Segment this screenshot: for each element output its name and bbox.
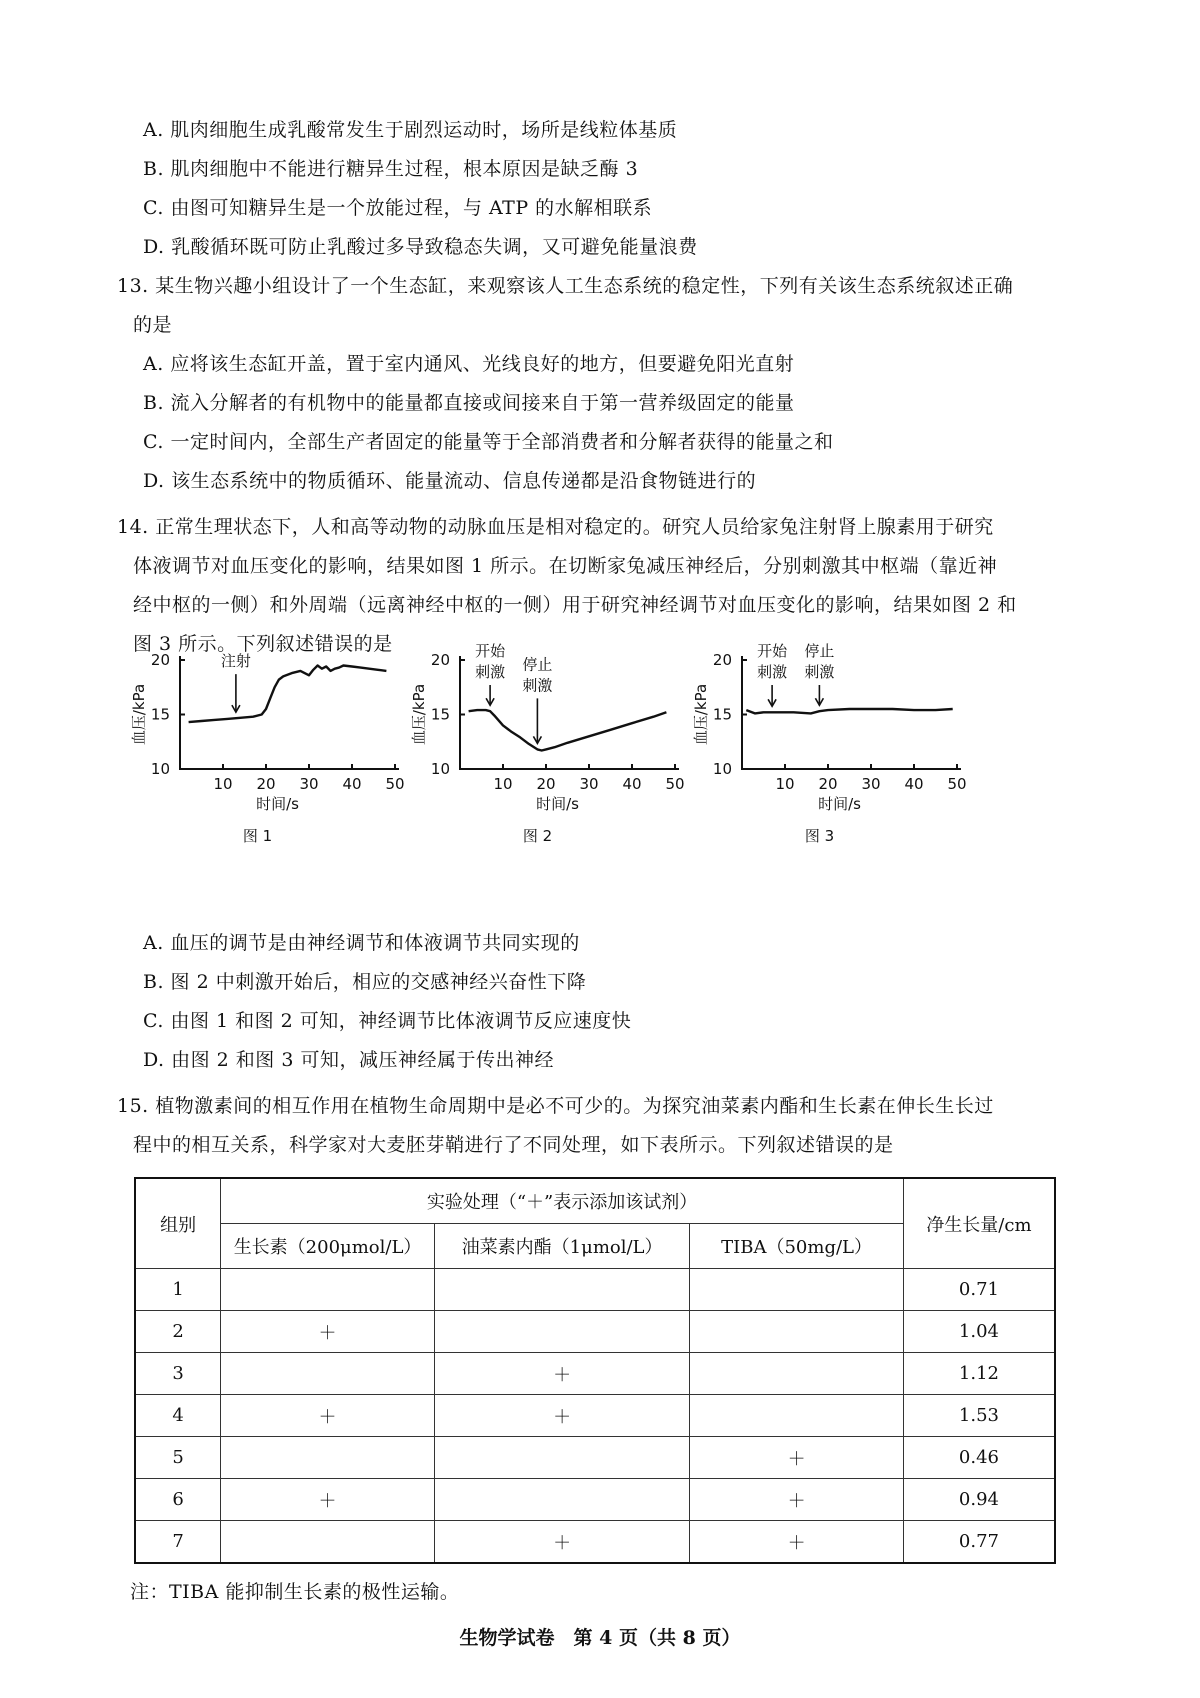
- page-footer: 生物学试卷 第 4 页（共 8 页）: [459, 1627, 741, 1649]
- table-cell-group: 2: [135, 1311, 221, 1353]
- table-cell-growth: 1.12: [903, 1353, 1055, 1395]
- chart2-ytick-label: 10: [430, 760, 450, 778]
- chart1-ytick-label: 10: [150, 760, 170, 778]
- table-note: 注：TIBA 能抑制生长素的极性运输。: [130, 1581, 460, 1603]
- chart3-xlabel: 时间/s: [818, 795, 861, 813]
- q13-option-b: B. 流入分解者的有机物中的能量都直接或间接来自于第一营养级固定的能量: [143, 392, 795, 414]
- chart1-xtick-label: 30: [299, 775, 319, 793]
- table-row: [135, 1521, 1055, 1564]
- chart2-ylabel: 血压/kPa: [410, 683, 428, 746]
- q13-option-a: A. 应将该生态缸开盖，置于室内通风、光线良好的地方，但要避免阳光直射: [143, 353, 795, 375]
- chart3-xtick-label: 20: [818, 775, 838, 793]
- table-row: [135, 1311, 1055, 1353]
- table-cell-br: ＋: [434, 1353, 689, 1395]
- table-cell-growth: 0.94: [903, 1479, 1055, 1521]
- chart3-annotation-label: 停止: [804, 642, 835, 660]
- q15-stem-line1: 15. 植物激素间的相互作用在植物生命周期中是必不可少的。为探究油菜素内酯和生长素在伸长生长过: [117, 1095, 994, 1117]
- chart2-ytick-label: 15: [430, 705, 450, 724]
- table-cell-br: [434, 1311, 689, 1353]
- chart2-xtick-label: 20: [536, 775, 556, 793]
- chart1-xtick-label: 50: [385, 775, 405, 793]
- q13-option-c: C. 一定时间内，全部生产者固定的能量等于全部消费者和分解者获得的能量之和: [143, 431, 834, 453]
- table-row: [135, 1353, 1055, 1395]
- q14-stem-line4: 图 3 所示。下列叙述错误的是: [133, 633, 393, 655]
- table-cell-auxin: ＋: [221, 1395, 435, 1437]
- table-cell-br: ＋: [434, 1521, 689, 1564]
- chart3-xtick-label: 10: [775, 775, 795, 793]
- q13-stem-line2: 的是: [133, 314, 173, 336]
- q12-option-d: D. 乳酸循环既可防止乳酸过多导致稳态失调，又可避免能量浪费: [143, 236, 698, 258]
- chart1-annotation-label: 注射: [220, 652, 251, 671]
- table-cell-br: [434, 1437, 689, 1479]
- header-treatment: 实验处理（“＋”表示添加该试剂）: [221, 1178, 904, 1224]
- table-cell-tiba: [690, 1395, 904, 1437]
- chart3-annotation-label: 刺激: [757, 663, 788, 681]
- table-cell-auxin: [221, 1521, 435, 1564]
- q14-option-b: B. 图 2 中刺激开始后，相应的交感神经兴奋性下降: [143, 971, 587, 993]
- chart3-annotation-label: 开始: [757, 642, 788, 660]
- chart3-caption: 图 3: [804, 827, 835, 845]
- table-row: [135, 1269, 1055, 1311]
- chart3-annotation-label: 刺激: [804, 663, 835, 681]
- table-cell-tiba: [690, 1269, 904, 1311]
- q12-option-b: B. 肌肉细胞中不能进行糖异生过程，根本原因是缺乏酶 3: [143, 158, 639, 180]
- chart1-xtick-label: 10: [213, 775, 233, 793]
- chart1-ylabel: 血压/kPa: [130, 683, 148, 746]
- table-row: [135, 1437, 1055, 1479]
- q13-option-d: D. 该生态系统中的物质循环、能量流动、信息传递都是沿食物链进行的: [143, 470, 757, 492]
- table-cell-auxin: [221, 1437, 435, 1479]
- chart1-ytick-label: 20: [150, 651, 170, 669]
- table-cell-growth: 1.53: [903, 1395, 1055, 1437]
- chart2-xtick-label: 40: [622, 775, 642, 793]
- table-cell-tiba: [690, 1311, 904, 1353]
- table-cell-tiba: [690, 1353, 904, 1395]
- chart3-ytick-label: 20: [712, 651, 732, 669]
- table-cell-auxin: ＋: [221, 1311, 435, 1353]
- table-row: [135, 1395, 1055, 1437]
- subheader-tiba: TIBA（50mg/L）: [690, 1224, 904, 1269]
- chart1-xlabel: 时间/s: [256, 795, 299, 813]
- chart1-xtick-label: 20: [256, 775, 276, 793]
- q14-option-d: D. 由图 2 和图 3 可知，减压神经属于传出神经: [143, 1049, 554, 1071]
- chart2-annotation-label: 刺激: [522, 676, 553, 695]
- chart2-xtick-label: 30: [579, 775, 599, 793]
- table-cell-auxin: [221, 1353, 435, 1395]
- q14-stem-line1: 14. 正常生理状态下，人和高等动物的动脉血压是相对稳定的。研究人员给家兔注射肾上腺素用于研究: [117, 516, 994, 538]
- table-cell-auxin: ＋: [221, 1479, 435, 1521]
- q15-stem-line2: 程中的相互关系，科学家对大麦胚芽鞘进行了不同处理，如下表所示。下列叙述错误的是: [133, 1134, 894, 1156]
- chart3-series-line: [746, 709, 952, 713]
- chart1-ytick-label: 15: [150, 705, 170, 724]
- q14-stem-line2: 体液调节对血压变化的影响，结果如图 1 所示。在切断家兔减压神经后，分别刺激其中枢端（靠近神: [133, 555, 998, 577]
- chart3-ylabel: 血压/kPa: [692, 683, 710, 746]
- table-cell-tiba: ＋: [690, 1521, 904, 1564]
- chart1-series-line: [189, 666, 387, 723]
- chart3-xtick-label: 50: [947, 775, 967, 793]
- chart2-annotation-label: 刺激: [475, 663, 506, 681]
- chart1-xtick-label: 40: [342, 775, 362, 793]
- table-cell-br: [434, 1479, 689, 1521]
- chart1-caption: 图 1: [242, 827, 273, 845]
- chart2-xtick-label: 10: [493, 775, 513, 793]
- q14-stem-line3: 经中枢的一侧）和外周端（远离神经中枢的一侧）用于研究神经调节对血压变化的影响，结果如图 2 和: [133, 594, 1017, 616]
- subheader-auxin: 生长素（200μmol/L）: [221, 1224, 435, 1269]
- header-growth: 净生长量/cm: [903, 1178, 1055, 1269]
- chart2-xtick-label: 50: [665, 775, 685, 793]
- q14-option-a: A. 血压的调节是由神经调节和体液调节共同实现的: [143, 932, 580, 954]
- header-group: 组别: [135, 1178, 221, 1269]
- table-cell-auxin: [221, 1269, 435, 1311]
- table-cell-group: 3: [135, 1353, 221, 1395]
- table-cell-group: 1: [135, 1269, 221, 1311]
- table-cell-tiba: ＋: [690, 1437, 904, 1479]
- experiment-table: [134, 1177, 1056, 1564]
- subheader-brassinolide: 油菜素内酯（1μmol/L）: [434, 1224, 689, 1269]
- table-cell-br: ＋: [434, 1395, 689, 1437]
- table-cell-growth: 0.77: [903, 1521, 1055, 1564]
- chart2-xlabel: 时间/s: [536, 795, 579, 813]
- table-row: [135, 1479, 1055, 1521]
- q12-option-c: C. 由图可知糖异生是一个放能过程，与 ATP 的水解相联系: [143, 197, 653, 219]
- chart3-xtick-label: 40: [904, 775, 924, 793]
- q13-stem-line1: 13. 某生物兴趣小组设计了一个生态缸，来观察该人工生态系统的稳定性，下列有关该生态系统叙述正确: [117, 275, 1014, 297]
- chart2-series-line: [469, 710, 667, 750]
- chart2-caption: 图 2: [522, 827, 553, 845]
- chart3-ytick-label: 10: [712, 760, 732, 778]
- table-cell-group: 4: [135, 1395, 221, 1437]
- table-cell-tiba: ＋: [690, 1479, 904, 1521]
- chart2-annotation-label: 停止: [522, 655, 553, 674]
- chart2-ytick-label: 20: [430, 651, 450, 669]
- table-cell-growth: 1.04: [903, 1311, 1055, 1353]
- q12-option-a: A. 肌肉细胞生成乳酸常发生于剧烈运动时，场所是线粒体基质: [143, 119, 678, 141]
- table-cell-br: [434, 1269, 689, 1311]
- q14-option-c: C. 由图 1 和图 2 可知，神经调节比体液调节反应速度快: [143, 1010, 632, 1032]
- chart2-annotation-label: 开始: [475, 642, 506, 660]
- chart3-xtick-label: 30: [861, 775, 881, 793]
- table-cell-growth: 0.46: [903, 1437, 1055, 1479]
- table-cell-growth: 0.71: [903, 1269, 1055, 1311]
- table-cell-group: 6: [135, 1479, 221, 1521]
- table-cell-group: 5: [135, 1437, 221, 1479]
- table-cell-group: 7: [135, 1521, 221, 1564]
- chart3-ytick-label: 15: [712, 705, 732, 724]
